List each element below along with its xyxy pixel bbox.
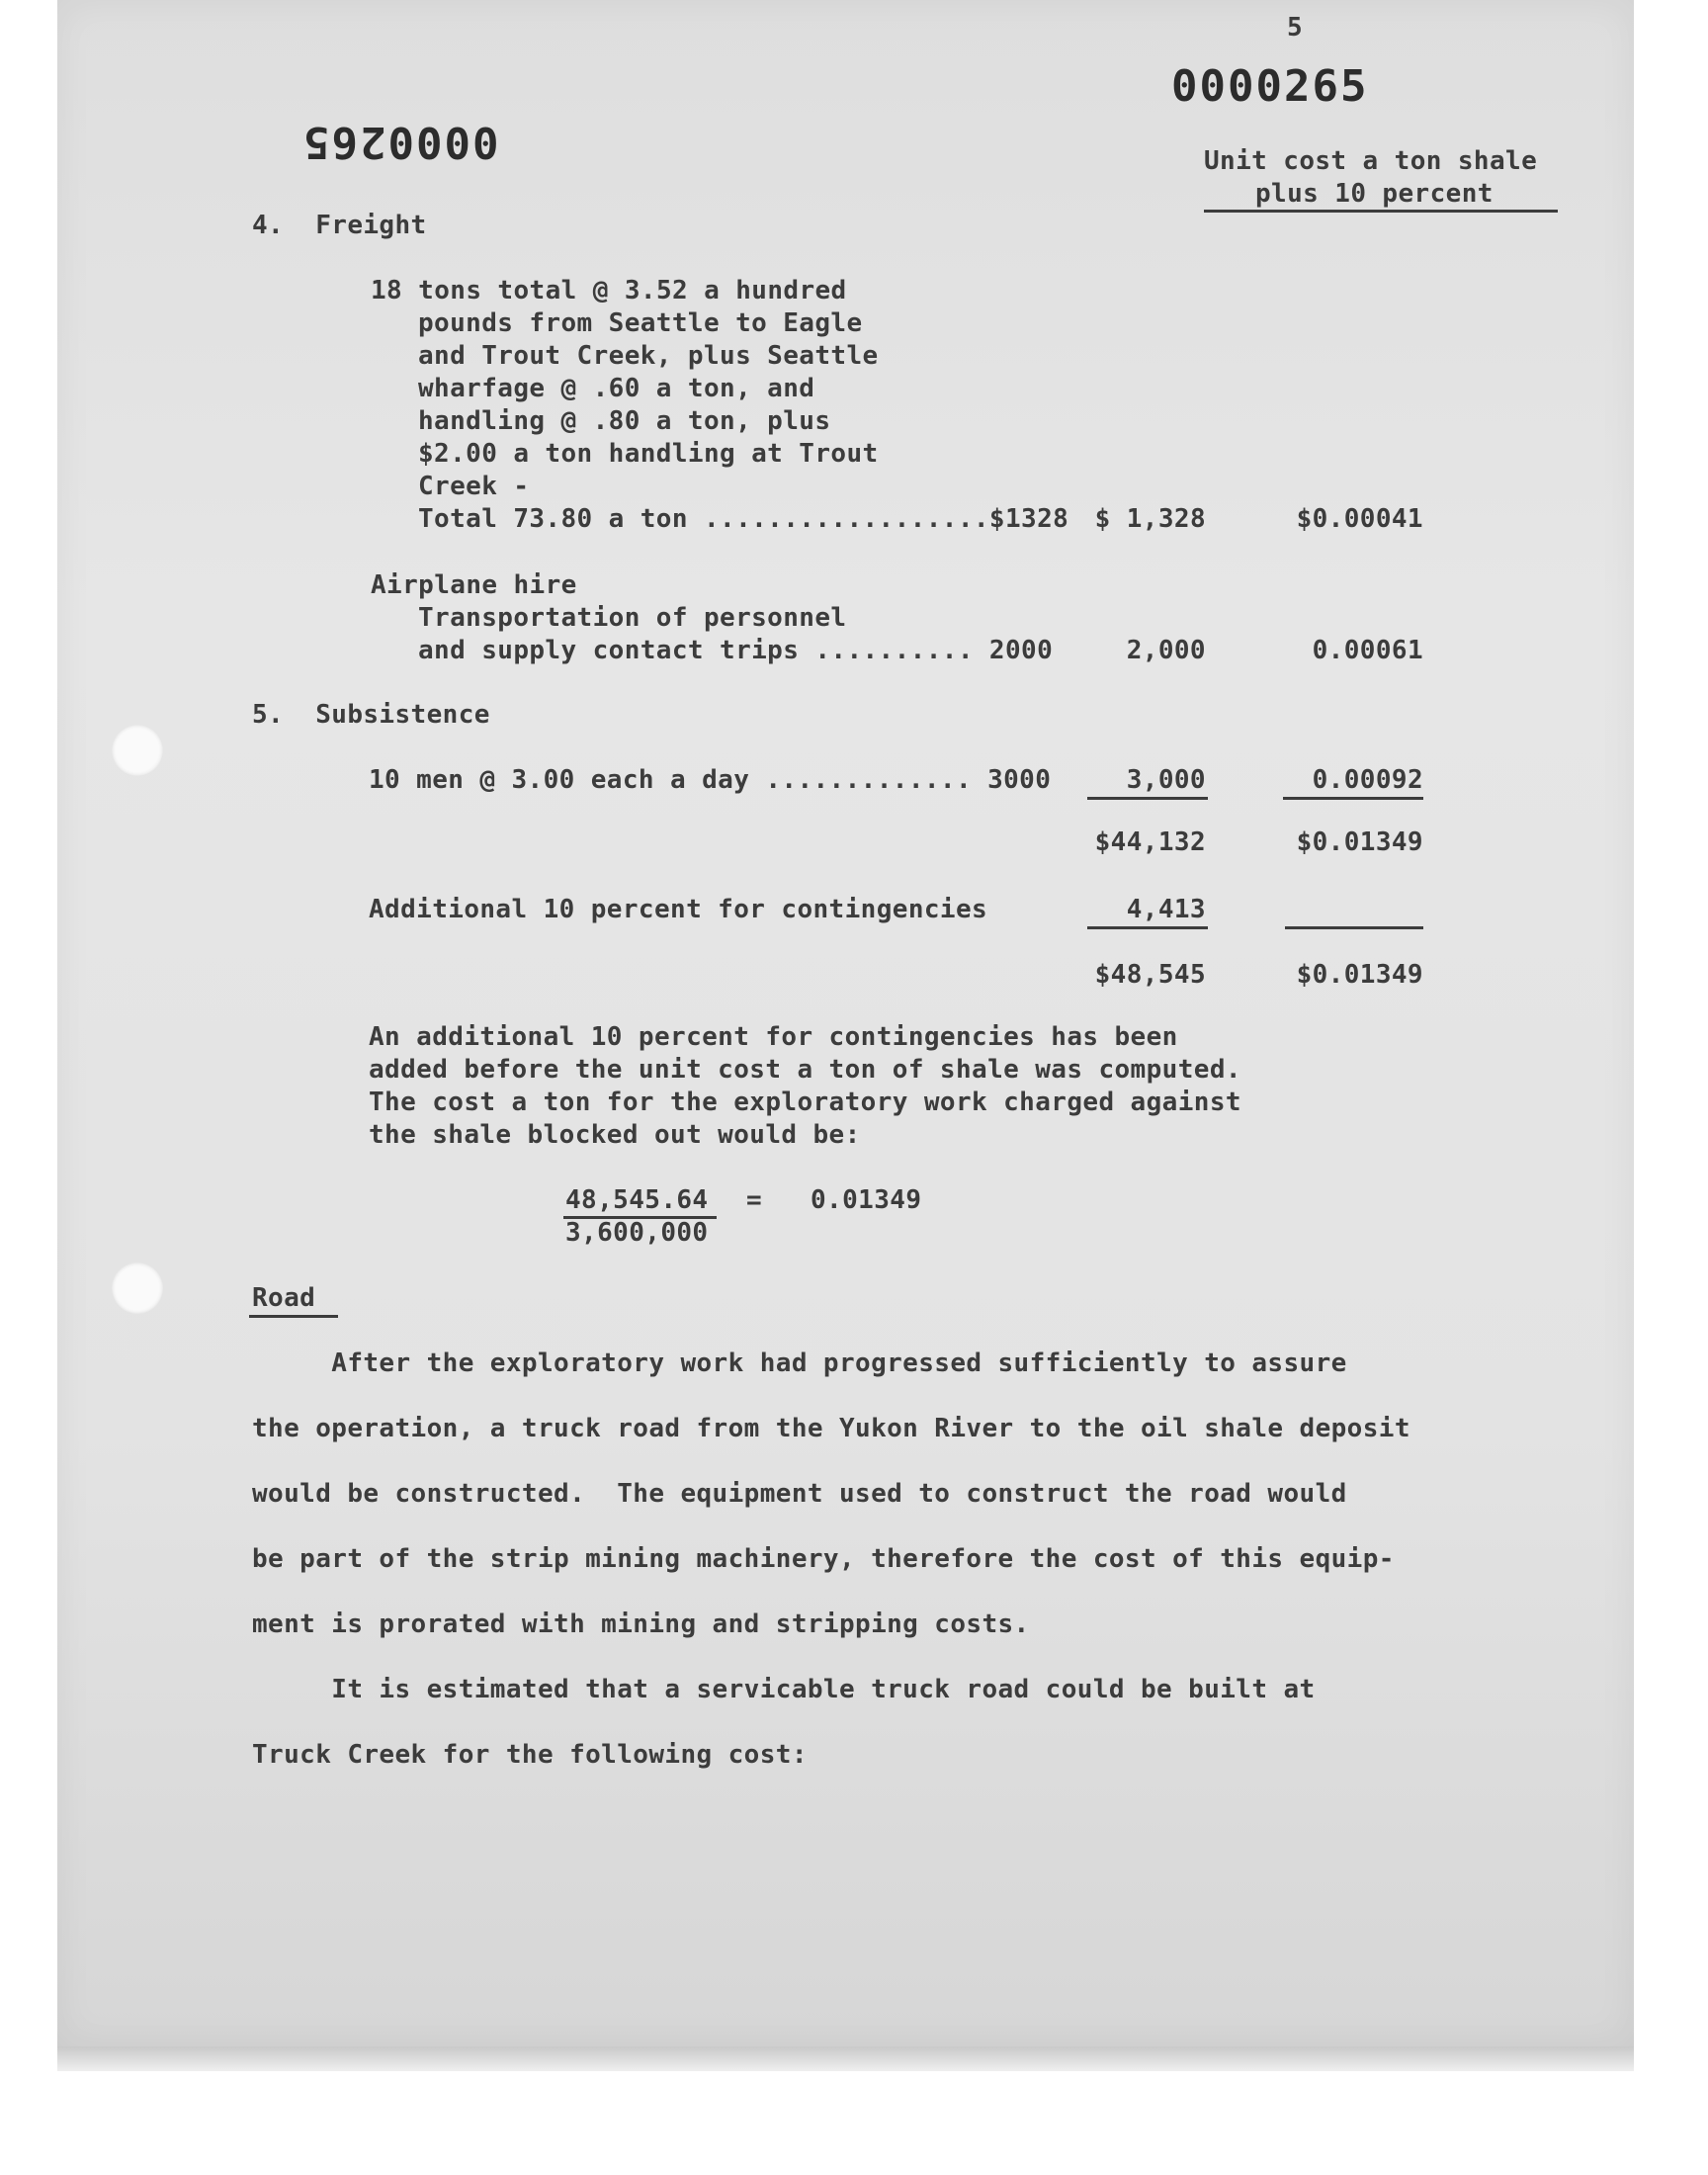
road-heading-underline: [249, 1315, 338, 1318]
freight-cost: $ 1,328: [1094, 504, 1206, 534]
freight-line: 18 tons total @ 3.52 a hundred: [371, 276, 847, 305]
contingency-label: Additional 10 percent for contingencies: [369, 895, 988, 924]
column-header-underline: [1204, 210, 1558, 213]
freight-line: $2.00 a ton handling at Trout: [418, 439, 879, 469]
subsistence-unit-cost: 0.00092: [1312, 765, 1423, 795]
page-edge: [57, 2046, 1634, 2071]
note-line: the shale blocked out would be:: [369, 1120, 861, 1150]
section-heading-subsistence: 5. Subsistence: [252, 700, 490, 730]
freight-line: and Trout Creek, plus Seattle: [418, 341, 879, 371]
subsistence-cost-underline: [1087, 797, 1208, 800]
total-cost: $48,545: [1094, 960, 1206, 990]
total-unit-cost: $0.01349: [1296, 960, 1423, 990]
subtotal-cost: $44,132: [1094, 827, 1206, 857]
subtotal-unit-cost: $0.01349: [1296, 827, 1423, 857]
subsistence-line: 10 men @ 3.00 each a day ............. 3000: [369, 765, 1052, 795]
freight-line: Creek -: [418, 472, 530, 501]
page-number: 5: [1287, 13, 1304, 43]
road-paragraph-line: the operation, a truck road from the Yukon River to the oil shale deposit: [252, 1414, 1410, 1443]
note-line: added before the unit cost a ton of shale was computed.: [369, 1055, 1241, 1085]
punch-hole-bottom: [112, 1262, 163, 1314]
subsistence-unit-underline: [1283, 797, 1423, 800]
section-heading-freight: 4. Freight: [252, 211, 427, 240]
airplane-line: Transportation of personnel: [418, 603, 847, 633]
freight-line: Total 73.80 a ton ..................$1328: [418, 504, 1069, 534]
document-number-stamp: 0000265: [1171, 61, 1369, 112]
freight-unit-cost: $0.00041: [1296, 504, 1423, 534]
contingency-cost: 4,413: [1126, 895, 1206, 924]
airplane-unit-cost: 0.00061: [1312, 636, 1423, 665]
document-number-stamp-inverted: 0000265: [301, 117, 499, 167]
note-line: An additional 10 percent for contingencies has been: [369, 1022, 1178, 1052]
freight-line: wharfage @ .60 a ton, and: [418, 374, 815, 403]
column-header-line2: plus 10 percent: [1255, 179, 1494, 209]
freight-line: pounds from Seattle to Eagle: [418, 308, 863, 338]
subsistence-cost: 3,000: [1126, 765, 1206, 795]
airplane-hire-title: Airplane hire: [371, 570, 577, 600]
note-line: The cost a ton for the exploratory work charged against: [369, 1088, 1241, 1117]
fraction-denominator: 3,600,000: [565, 1218, 709, 1248]
column-header-line1: Unit cost a ton shale: [1204, 146, 1538, 176]
freight-line: handling @ .80 a ton, plus: [418, 406, 831, 436]
road-paragraph-line: It is estimated that a servicable truck road could be built at: [252, 1675, 1316, 1704]
fraction-result: 0.01349: [811, 1185, 922, 1215]
fraction-equals: =: [746, 1185, 763, 1215]
road-paragraph-line: would be constructed. The equipment used to construct the road would: [252, 1479, 1347, 1509]
road-paragraph-line: Truck Creek for the following cost:: [252, 1740, 808, 1770]
road-paragraph-line: After the exploratory work had progressed sufficiently to assure: [252, 1348, 1347, 1378]
contingency-unit-blank-line: [1285, 926, 1423, 929]
road-paragraph-line: ment is prorated with mining and stripping costs.: [252, 1610, 1030, 1639]
punch-hole-top: [112, 725, 163, 776]
section-heading-road: Road: [252, 1283, 316, 1313]
road-paragraph-line: be part of the strip mining machinery, therefore the cost of this equip-: [252, 1544, 1395, 1574]
airplane-line: and supply contact trips .......... 2000: [418, 636, 1054, 665]
fraction-numerator: 48,545.64: [565, 1185, 709, 1215]
contingency-cost-underline: [1087, 926, 1208, 929]
airplane-cost: 2,000: [1126, 636, 1206, 665]
